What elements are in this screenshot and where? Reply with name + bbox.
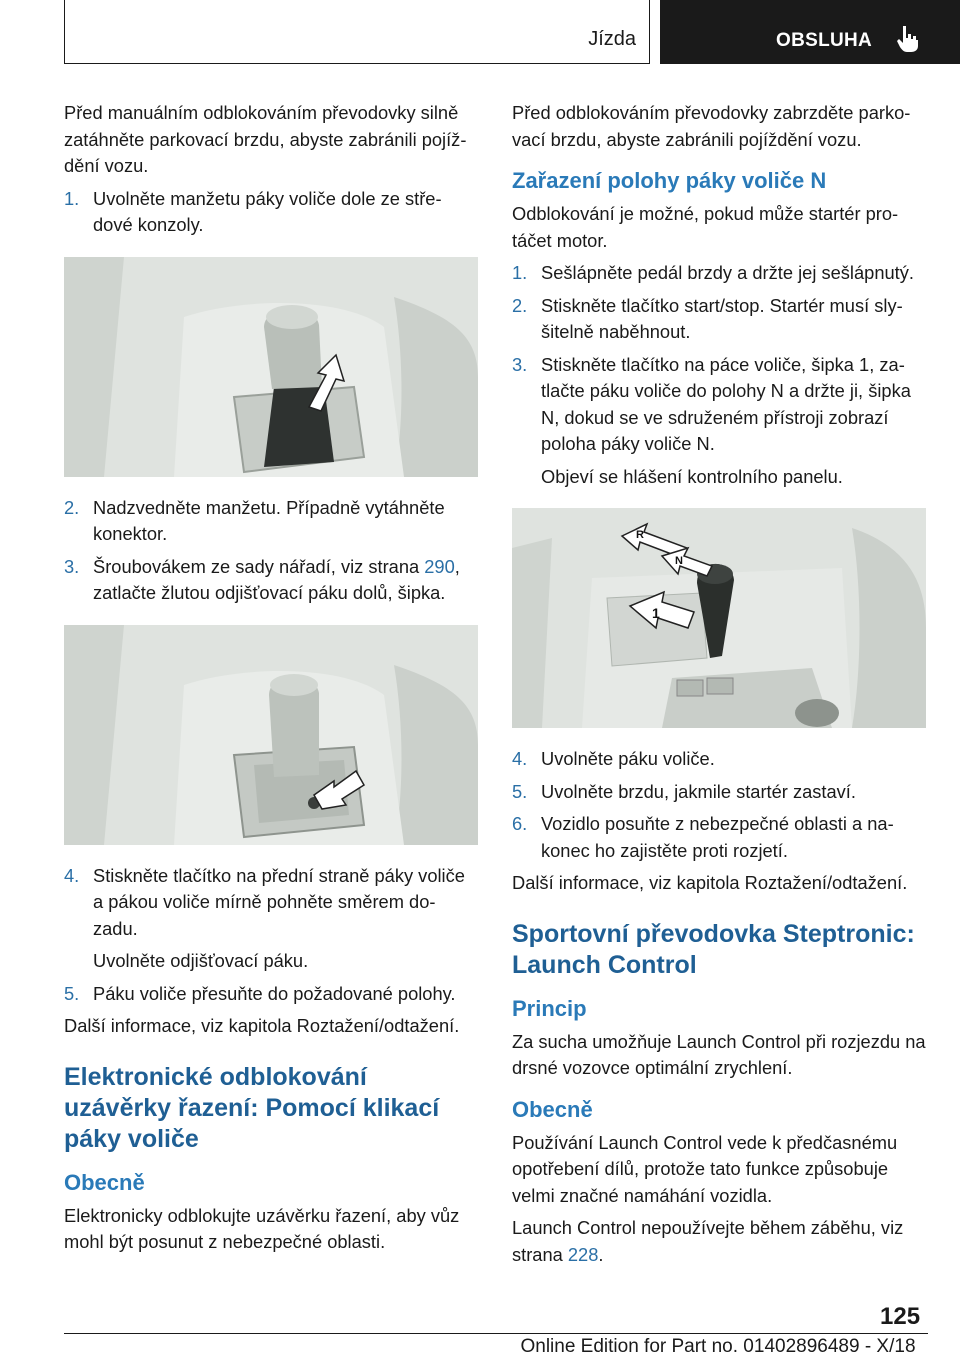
step-text: Páku voliče přesuňte do požadované polohy.	[93, 982, 456, 1004]
left-step-2	[64, 495, 478, 548]
left-step-5	[64, 981, 478, 1008]
step-number: 1.	[64, 187, 80, 209]
general-text-2-end: .	[598, 1243, 604, 1265]
step-text: Uvolněte brzdu, jakmile startér zastaví.	[541, 780, 856, 802]
step-text: Nadzvedněte manžetu. Případně vytáhněte konektor.	[93, 496, 445, 544]
right-more-info: Další informace, viz kapitola Roztažení/odtažení.	[512, 872, 908, 893]
left-step-1	[64, 186, 478, 239]
step-text: Stiskněte tlačítko na páce voliče, šipka 1, za‐tlačte páku voliče do polohy N a držte ji, šipka N, dokud se ve sdruženém přístroji zobrazí poloha páky voliče N.	[541, 353, 911, 454]
heading-launch-control: Sportovní převodovka Steptronic: Launch Control	[512, 919, 915, 979]
header-rule-right	[649, 0, 650, 64]
right-intro: Před odblokováním převodovky zabrzděte parko‐vací brzdu, abyste zabránili pojíždění vozu.	[512, 102, 911, 150]
right-step-6	[512, 811, 926, 864]
left-more-info: Další informace, viz kapitola Roztažení/odtažení.	[64, 1015, 460, 1036]
left-intro: Před manuálním odblokováním převodovky silně zatáhněte parkovací brzdu, abyste zabránili pojíž‐dění vozu.	[64, 102, 467, 176]
page-link-228[interactable]: 228	[567, 1243, 599, 1265]
step-number: 3.	[64, 555, 80, 577]
right-step-3-sub: Objeví se hlášení kontrolního panelu.	[541, 465, 843, 487]
step-number: 5.	[512, 780, 528, 802]
left-step-3	[64, 554, 478, 607]
general-text-2-start: Launch Control nepoužívejte během záběhu, viz strana	[512, 1217, 904, 1265]
header-rule-bottom	[64, 63, 650, 64]
fig-label-r: R	[636, 529, 644, 541]
left-electronic-text: Elektronicky odblokujte uzávěrku řazení, aby vůz mohl být posunut z nebezpečné oblasti.	[64, 1204, 460, 1252]
right-step-1	[512, 260, 926, 287]
step-text: Šroubovákem ze sady nářadí, viz strana	[93, 555, 425, 577]
heading-general-right: Obecně	[512, 1096, 593, 1122]
step-number: 4.	[512, 748, 528, 769]
step-text-end: , zatlačte žlutou odjišťovací páku dolů, šipka.	[93, 555, 460, 603]
step-number: 5.	[64, 982, 80, 1004]
heading-general-left: Obecně	[64, 1169, 145, 1195]
heading-selector-n: Zařazení polohy páky voliče N	[512, 168, 827, 193]
header-rule-left	[64, 0, 65, 64]
step-text: Sešlápněte pedál brzdy a držte jej sešlápnutý.	[541, 262, 914, 283]
heading-principle: Princip	[512, 995, 587, 1021]
hand-pointer-icon	[895, 24, 921, 54]
right-step-2	[512, 293, 926, 346]
figure-selector-lever	[512, 508, 926, 728]
principle-text: Za sucha umožňuje Launch Control při rozjezdu na drsné vozovce optimální zrychlení.	[512, 1030, 926, 1078]
step-number: 4.	[64, 864, 80, 886]
page-link-290[interactable]: 290	[424, 555, 455, 577]
general-text-1: Používání Launch Control vede k předčasnému opotřebení dílů, protože tato funkce způsobuje velmi značné namáhání vozidla.	[512, 1131, 898, 1206]
step-text: Stiskněte tlačítko na přední straně páky voliče a pákou voliče mírně pohněte směrem do‐zadu.	[93, 864, 465, 939]
page-number: 125	[880, 1303, 921, 1330]
figure-unlock-lever	[64, 625, 478, 845]
step-text: Uvolněte páku voliče.	[541, 748, 715, 769]
right-step-3	[512, 352, 926, 458]
step-text: Stiskněte tlačítko start/stop. Startér musí sly‐šitelně naběhnout.	[541, 294, 903, 342]
step-number: 1.	[512, 262, 528, 283]
figure-console-sleeve	[64, 257, 478, 477]
right-column	[512, 100, 926, 1274]
left-column	[64, 100, 478, 1262]
header-tab-label: OBSLUHA	[776, 30, 873, 51]
fig-label-1: 1	[652, 605, 660, 621]
right-step-4	[512, 746, 926, 773]
right-step-5	[512, 779, 926, 806]
general-text-2	[512, 1215, 926, 1268]
left-step-4-sub: Uvolněte odjišťovací páku.	[93, 950, 309, 971]
step-text: Vozidlo posuňte z nebezpečné oblasti a na‐konec ho zajistěte proti rozjetí.	[541, 813, 894, 861]
step-text: Uvolněte manžetu páky voliče dole ze stře‐dové konzoly.	[93, 187, 442, 235]
step-number: 6.	[512, 813, 528, 834]
header-section-title: Jízda	[588, 28, 636, 50]
right-n-text: Odblokování je možné, pokud může startér pro‐táčet motor.	[512, 203, 899, 251]
footer-rule	[64, 1333, 928, 1334]
left-step-4	[64, 863, 478, 943]
step-number: 3.	[512, 353, 528, 375]
step-number: 2.	[512, 294, 528, 316]
footer-edition: Online Edition for Part no. 01402896489 - X/18	[520, 1336, 916, 1357]
step-number: 2.	[64, 496, 80, 518]
fig-label-n: N	[675, 555, 683, 567]
heading-electronic-unlock: Elektronické odblokování uzávěrky řazení: Pomocí klikací páky voliče	[64, 1062, 440, 1153]
